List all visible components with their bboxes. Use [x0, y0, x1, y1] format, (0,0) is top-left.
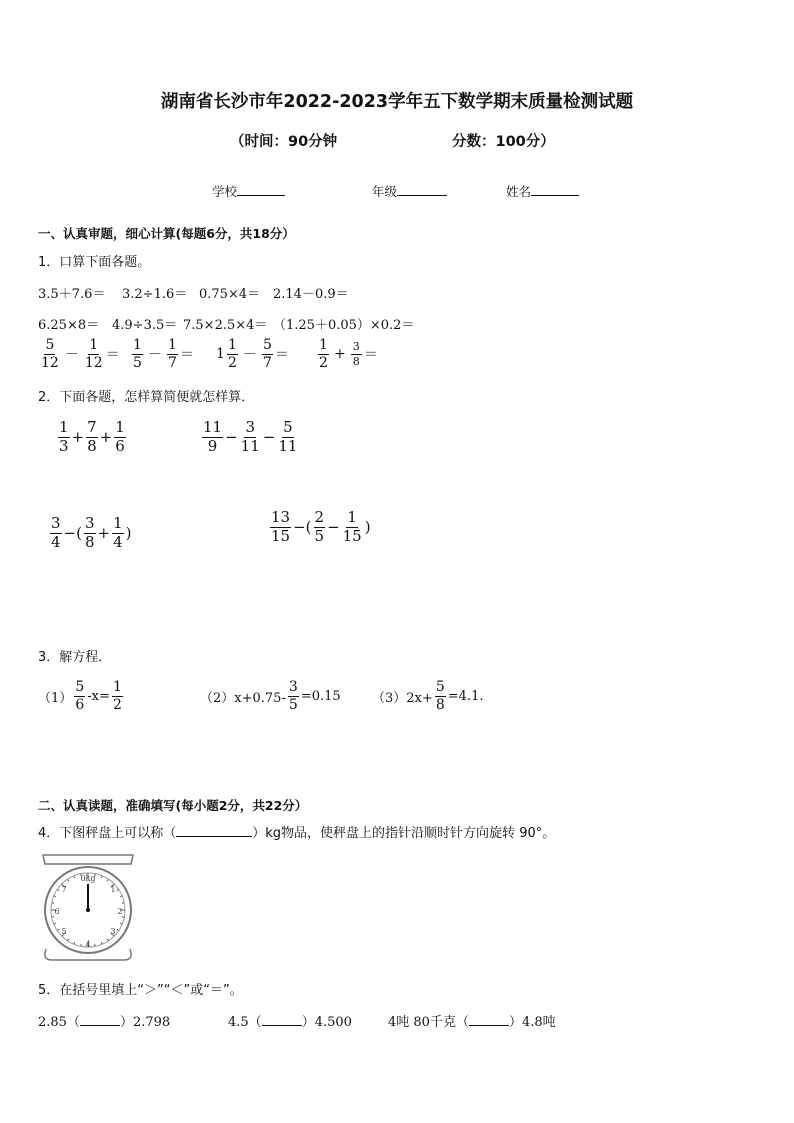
q4-answer-blank[interactable] — [176, 836, 252, 837]
scale-num-4: 4 — [85, 940, 91, 949]
scale-num-2: 2 — [117, 907, 123, 916]
scale-illustration — [38, 852, 138, 964]
q5-item-3: 4吨 80千克（ ）4.8吨 — [388, 1015, 556, 1030]
q3-a: （1） $\frac{5}{6}$ -x= $\frac{1}{2}$ — [38, 679, 122, 713]
q1-r2-c: 7.5×2.5×4＝ — [183, 318, 268, 333]
dial-tick — [101, 876, 102, 878]
q2-d: $\frac{13}{15}$ −( $\frac{2}{5}$ − $\frac{1}{15}$ ) — [271, 508, 371, 545]
q1-r3-c: 1 $\frac{1}{2}$ － $\frac{5}{7}$ ＝ — [216, 337, 289, 371]
dial-tick — [101, 942, 102, 944]
name-field[interactable]: 姓名 — [506, 182, 579, 200]
exam-score: 分数：100分） — [452, 134, 555, 150]
scale-needle-pivot — [86, 908, 90, 912]
q5-blank-2[interactable] — [262, 1025, 302, 1026]
scale-top-label: 0kg — [80, 874, 96, 883]
q5-item-2: 4.5（ ）4.500 — [228, 1015, 352, 1030]
question-5: 5．在括号里填上“＞”“＜”或“＝”。 — [38, 983, 243, 998]
scale-num-7: 7 — [61, 885, 67, 894]
dial-tick — [57, 889, 59, 890]
question-4: 4．下图秤盘上可以称（ ）kg物品，使秤盘上的指针沿顺时针方向旋转 90°。 — [38, 826, 556, 841]
q5-blank-3[interactable] — [469, 1025, 509, 1026]
scale-num-3: 3 — [110, 927, 116, 936]
dial-tick — [74, 942, 75, 944]
section-1-heading: 一、认真审题，细心计算(每题6分，共18分） — [38, 226, 295, 241]
dial-tick — [74, 876, 75, 878]
q3-c: （3）2x+ $\frac{5}{8}$ =4.1. — [372, 679, 484, 713]
q2-b: $\frac{11}{9}$ − $\frac{3}{11}$ − $\frac{5}{11}$ — [203, 418, 298, 455]
exam-time: （时间：90分钟 — [230, 134, 338, 150]
q1-r1-c: 0.75×4＝ — [199, 287, 261, 302]
scale-num-1: 1 — [110, 885, 116, 894]
q5-item-1: 2.85（ ）2.798 — [38, 1015, 171, 1030]
dial-tick — [67, 879, 68, 881]
q1-r1-a: 3.5＋7.6＝ — [38, 287, 106, 302]
dial-tick — [120, 923, 122, 924]
question-1: 1．口算下面各题。 — [38, 255, 151, 270]
school-field[interactable]: 学校 — [212, 182, 285, 200]
question-2: 2．下面各题，怎样算简便就怎样算． — [38, 390, 255, 405]
q1-r1-d: 2.14－0.9＝ — [273, 287, 349, 302]
dial-tick — [107, 939, 108, 941]
page-title: 湖南省长沙市年2022-2023学年五下数学期末质量检测试题 — [160, 92, 634, 112]
dial-tick — [117, 929, 119, 930]
dial-tick — [117, 889, 119, 890]
dial-tick — [54, 923, 56, 924]
dial-tick — [120, 896, 122, 897]
grade-field[interactable]: 年级 — [372, 182, 447, 200]
dial-tick — [54, 896, 56, 897]
dial-tick — [107, 879, 108, 881]
q1-r2-a: 6.25×8＝ — [38, 318, 100, 333]
q1-r2-d: （1.25＋0.05）×0.2＝ — [273, 318, 415, 333]
q5-blank-1[interactable] — [80, 1025, 120, 1026]
q2-a: $\frac{1}{3}$ + $\frac{7}{8}$ + $\frac{1}{6}$ — [59, 418, 125, 455]
section-2-heading: 二、认真读题，准确填写(每小题2分，共22分） — [38, 798, 308, 813]
q1-r3-a: $\frac{5}{12}$ － $\frac{1}{12}$ ＝ — [41, 337, 120, 371]
scale-num-6: 6 — [54, 907, 60, 916]
q1-r3-b: $\frac{1}{5}$ － $\frac{1}{7}$ ＝ — [133, 337, 194, 371]
dial-tick — [67, 939, 68, 941]
q1-r3-d: $\frac{1}{2}$ + $\frac{3}{8}$ ＝ — [319, 337, 378, 371]
q1-r1-b: 3.2÷1.6＝ — [122, 287, 188, 302]
scale-base — [45, 949, 131, 960]
question-3: 3．解方程． — [38, 650, 112, 665]
dial-tick — [57, 929, 59, 930]
q1-r2-b: 4.9÷3.5＝ — [112, 318, 178, 333]
scale-num-5: 5 — [61, 927, 67, 936]
q2-c: $\frac{3}{4}$ −( $\frac{3}{8}$ + $\frac{1}{4}$ ) — [51, 514, 132, 551]
scale-pan — [43, 855, 133, 864]
q3-b: （2）x+0.75- $\frac{3}{5}$ =0.15 — [200, 679, 341, 713]
